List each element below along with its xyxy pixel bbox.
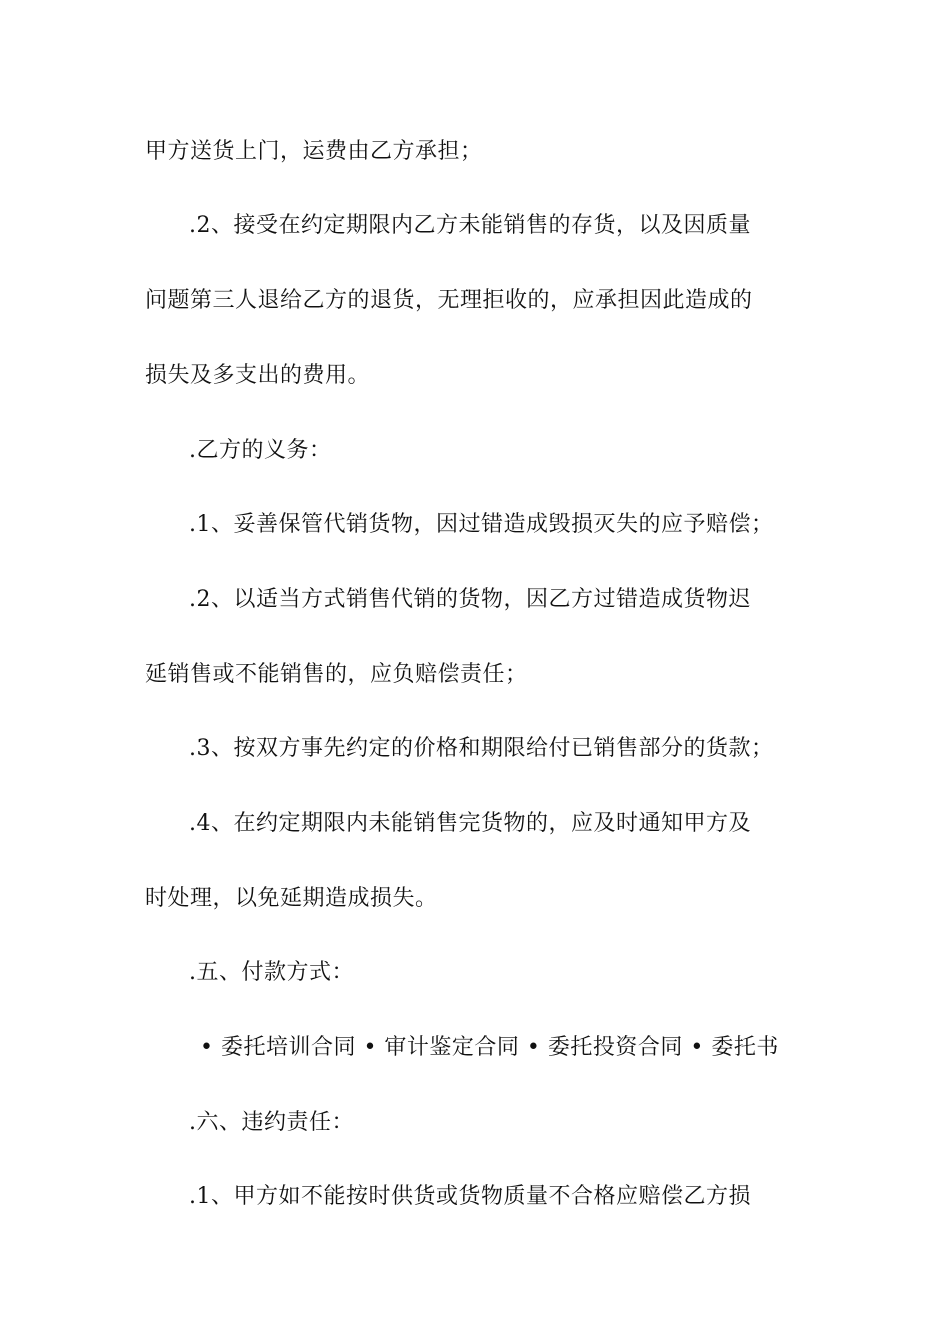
paragraph-line: .1、甲方如不能按时供货或货物质量不合格应赔偿乙方损 xyxy=(189,1184,751,1209)
section-heading: .五、付款方式： xyxy=(189,960,354,985)
related-links-line[interactable]: • 委托培训合同 • 审计鉴定合同 • 委托投资合同 • 委托书 xyxy=(200,1035,779,1060)
paragraph-line: 时处理，以免延期造成损失。 xyxy=(145,886,438,911)
paragraph-line: 甲方送货上门，运费由乙方承担； xyxy=(145,139,483,164)
paragraph-line: 问题第三人退给乙方的退货，无理拒收的，应承担因此造成的 xyxy=(145,288,753,313)
paragraph-line: 延销售或不能销售的，应负赔偿责任； xyxy=(145,662,528,687)
paragraph-line: .3、按双方事先约定的价格和期限给付已销售部分的货款； xyxy=(189,736,774,761)
paragraph-line: .2、以适当方式销售代销的货物，因乙方过错造成货物迟 xyxy=(189,587,751,612)
paragraph-line: .4、在约定期限内未能销售完货物的，应及时通知甲方及 xyxy=(189,811,751,836)
paragraph-line: .1、妥善保管代销货物，因过错造成毁损灭失的应予赔偿； xyxy=(189,512,774,537)
paragraph-line: .2、接受在约定期限内乙方未能销售的存货，以及因质量 xyxy=(189,213,751,238)
section-heading: .乙方的义务： xyxy=(189,438,332,463)
paragraph-line: 损失及多支出的费用。 xyxy=(145,363,371,388)
section-heading: .六、违约责任： xyxy=(189,1110,354,1135)
